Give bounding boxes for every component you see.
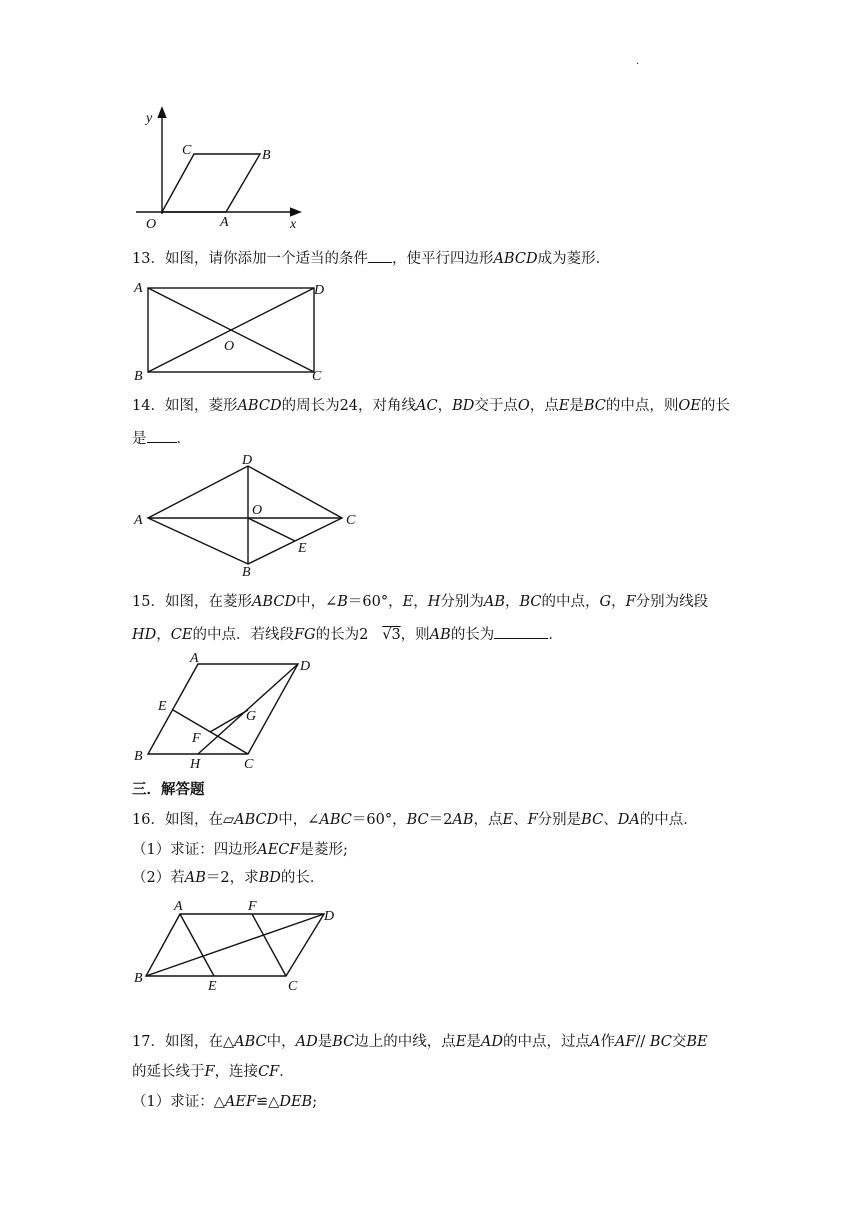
label-o: O — [146, 217, 157, 232]
q14-line2: 是 ． — [132, 428, 191, 449]
label-c: C — [346, 513, 356, 528]
q14-answer-blank[interactable] — [147, 428, 177, 443]
label-a: A — [134, 513, 143, 528]
x-axis-arrow — [290, 208, 300, 216]
q17-line1: 17．如图，在△ABC中，AD是BC边上的中线，点E是AD的中点，过点A作AF// BC交BE — [132, 1034, 708, 1050]
label-f: F — [248, 899, 257, 914]
rhombus-abcd — [148, 664, 298, 754]
label-d: D — [300, 659, 311, 674]
segment-fc — [252, 914, 286, 976]
q17-line2: 的延长线于F，连接CF． — [132, 1064, 294, 1080]
y-axis-arrow — [158, 108, 166, 118]
q15-line1: 15．如图，在菱形ABCD中，∠B＝60°，E，H分别为AB，BC的中点，G，F分别为线段 — [132, 594, 709, 610]
label-g: G — [246, 709, 257, 724]
label-c: C — [312, 369, 322, 384]
label-b: B — [134, 749, 143, 764]
label-x: x — [290, 217, 297, 232]
label-d: D — [314, 283, 325, 298]
q13-answer-blank[interactable] — [368, 248, 392, 263]
q16-part2: （2）若AB＝2，求BD的长． — [132, 870, 325, 886]
label-h: H — [190, 757, 201, 772]
label-f: F — [192, 731, 201, 746]
label-a: A — [134, 281, 143, 296]
label-b: B — [134, 971, 143, 986]
diagonal-bd — [146, 914, 324, 976]
label-a: A — [174, 899, 183, 914]
q15-line2: HD，CE的中点．若线段FG的长为2 √3，则AB的长为 ． — [132, 624, 563, 645]
label-b: B — [134, 369, 143, 384]
label-d: D — [324, 909, 335, 924]
label-o: O — [252, 503, 263, 518]
label-d: D — [242, 453, 253, 468]
segment-oe — [248, 518, 295, 541]
figure-rectangle-abcd — [128, 278, 338, 384]
q13-text: 13．如图，请你添加一个适当的条件 ，使平行四边形ABCD成为菱形． — [132, 248, 610, 269]
q17-part1: （1）求证：△AEF≌△DEB; — [132, 1094, 318, 1110]
label-a: A — [220, 215, 229, 230]
figure-rhombus-abcd — [128, 452, 364, 580]
label-a: A — [190, 651, 199, 666]
label-c: C — [182, 143, 192, 158]
q16-line1: 16．如图，在▱ABCD中，∠ABC＝60°，BC＝2AB，点E、F分别是BC、DA的中点． — [132, 812, 698, 828]
label-e: E — [208, 979, 217, 994]
label-o: O — [224, 339, 235, 354]
segment-ae — [180, 914, 214, 976]
rhombus-abcd — [148, 466, 342, 564]
label-c: C — [244, 757, 254, 772]
figure-rhombus-midpoints — [128, 650, 328, 774]
parallelogram-oabc — [162, 154, 260, 212]
figure-coordinate-parallelogram — [128, 104, 308, 234]
figure-parallelogram-aecf — [128, 896, 348, 996]
q15-answer-blank[interactable] — [494, 624, 548, 639]
label-e: E — [298, 541, 307, 556]
label-e: E — [158, 699, 167, 714]
label-b: B — [242, 565, 251, 580]
label-b: B — [262, 148, 271, 163]
section-title: 三．解答题 — [132, 781, 205, 798]
header-mark: . — [636, 56, 640, 67]
q14-line1: 14．如图，菱形ABCD的周长为24，对角线AC，BD交于点O，点E是BC的中点，则OE的长 — [132, 398, 730, 414]
label-y: y — [146, 111, 153, 126]
q16-part1: （1）求证：四边形AECF是菱形; — [132, 842, 348, 858]
label-c: C — [288, 979, 298, 994]
segment-fg — [210, 710, 248, 732]
sqrt-3: √3 — [382, 627, 401, 643]
